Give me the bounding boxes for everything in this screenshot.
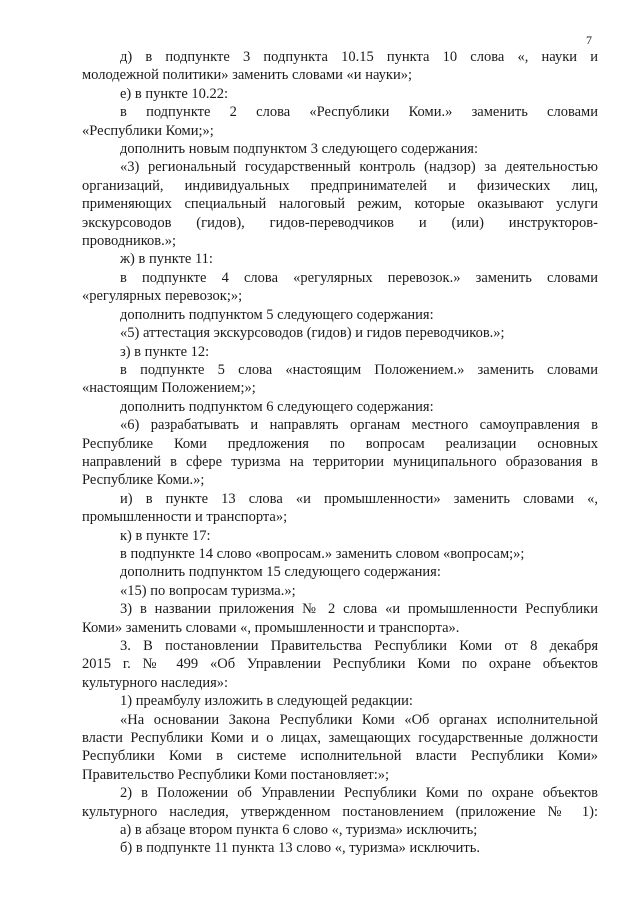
paragraph-line: Коми» заменить словами «, промышленности и транспорта». [82, 619, 460, 636]
paragraph-line: культурного наследия, утвержденном постановлением (приложение № 1): [82, 803, 598, 820]
paragraph-line: в подпункте 2 слова «Республики Коми.» заменить словами [120, 104, 598, 121]
paragraph-line: е) в пункте 10.22: [120, 85, 229, 102]
paragraph-line: Республике Коми предложения по вопросам реализации основных [82, 435, 598, 452]
paragraph-line: Республики Коми в системе исполнительной власти Республики Коми» [82, 748, 598, 765]
paragraph-line: культурного наследия»: [82, 674, 229, 691]
document-body [82, 48, 598, 858]
paragraph-line: к) в пункте 17: [120, 527, 211, 544]
paragraph-line: дополнить подпунктом 15 следующего содержания: [120, 564, 441, 581]
paragraph-line: «настоящим Положением;»; [82, 380, 256, 397]
paragraph-line: ж) в пункте 11: [120, 251, 213, 268]
paragraph-line: молодежной политики» заменить словами «и науки»; [82, 67, 412, 84]
paragraph-line: 1) преамбулу изложить в следующей редакции: [120, 693, 413, 710]
paragraph-line: применяющих специальный налоговый режим, которые оказывают услуги [82, 196, 598, 213]
paragraph-line: в подпункте 14 слово «вопросам.» заменить словом «вопросам;»; [120, 545, 525, 562]
paragraph-line: «3) региональный государственный контроль (надзор) за деятельностью [120, 159, 598, 176]
paragraph-line: экскурсоводов (гидов), гидов-переводчиков и (или) инструкторов- [82, 214, 598, 231]
paragraph-line: 2015 г. № 499 «Об Управлении Республики Коми по охране объектов [82, 656, 598, 673]
paragraph-line: д) в подпункте 3 подпункта 10.15 пункта 10 слова «, науки и [120, 49, 598, 65]
paragraph-line: «6) разрабатывать и направлять органам местного самоуправления в [120, 417, 598, 434]
paragraph-line: проводников.»; [82, 233, 177, 250]
paragraph-line: а) в абзаце втором пункта 6 слово «, туризма» исключить; [120, 822, 478, 839]
paragraph-line: «5) аттестация экскурсоводов (гидов) и гидов переводчиков.»; [120, 325, 505, 342]
paragraph-line: направлений в сфере туризма на территории муниципального образования в [82, 453, 598, 470]
paragraph-line: «регулярных перевозок;»; [82, 288, 243, 305]
paragraph-line: 3) в названии приложения № 2 слова «и промышленности Республики [120, 601, 598, 618]
paragraph-line: власти Республики Коми и о лицах, замещающих государственные должности [82, 730, 598, 747]
paragraph-line: з) в пункте 12: [120, 343, 210, 360]
paragraph-line: «Республики Коми;»; [82, 122, 214, 139]
paragraph-line: дополнить подпунктом 5 следующего содержания: [120, 306, 434, 323]
paragraph-line: «На основании Закона Республики Коми «Об органах исполнительной [120, 711, 598, 728]
paragraph-line: дополнить новым подпунктом 3 следующего содержания: [120, 141, 479, 158]
page-number: 7 [586, 33, 592, 47]
paragraph-line: промышленности и транспорта»; [82, 509, 288, 526]
paragraph-line: в подпункте 5 слова «настоящим Положением.» заменить словами [120, 361, 598, 378]
paragraph-line: Республике Коми.»; [82, 472, 205, 489]
paragraph-line: «15) по вопросам туризма.»; [120, 582, 296, 599]
paragraph-line: 3. В постановлении Правительства Республики Коми от 8 декабря [120, 638, 598, 654]
paragraph-line: 2) в Положении об Управлении Республики Коми по охране объектов [120, 785, 598, 802]
paragraph-line: б) в подпункте 11 пункта 13 слово «, туризма» исключить. [120, 840, 480, 857]
paragraph-line: в подпункте 4 слова «регулярных перевозок.» заменить словами [120, 269, 598, 286]
paragraph-line: организаций, индивидуальных предпринимателей и физических лиц, [82, 177, 598, 194]
paragraph-line: дополнить подпунктом 6 следующего содержания: [120, 398, 434, 415]
paragraph-line: и) в пункте 13 слова «и промышленности» заменить словами «, [120, 490, 598, 507]
paragraph-line: Правительство Республики Коми постановляет:»; [82, 766, 390, 783]
